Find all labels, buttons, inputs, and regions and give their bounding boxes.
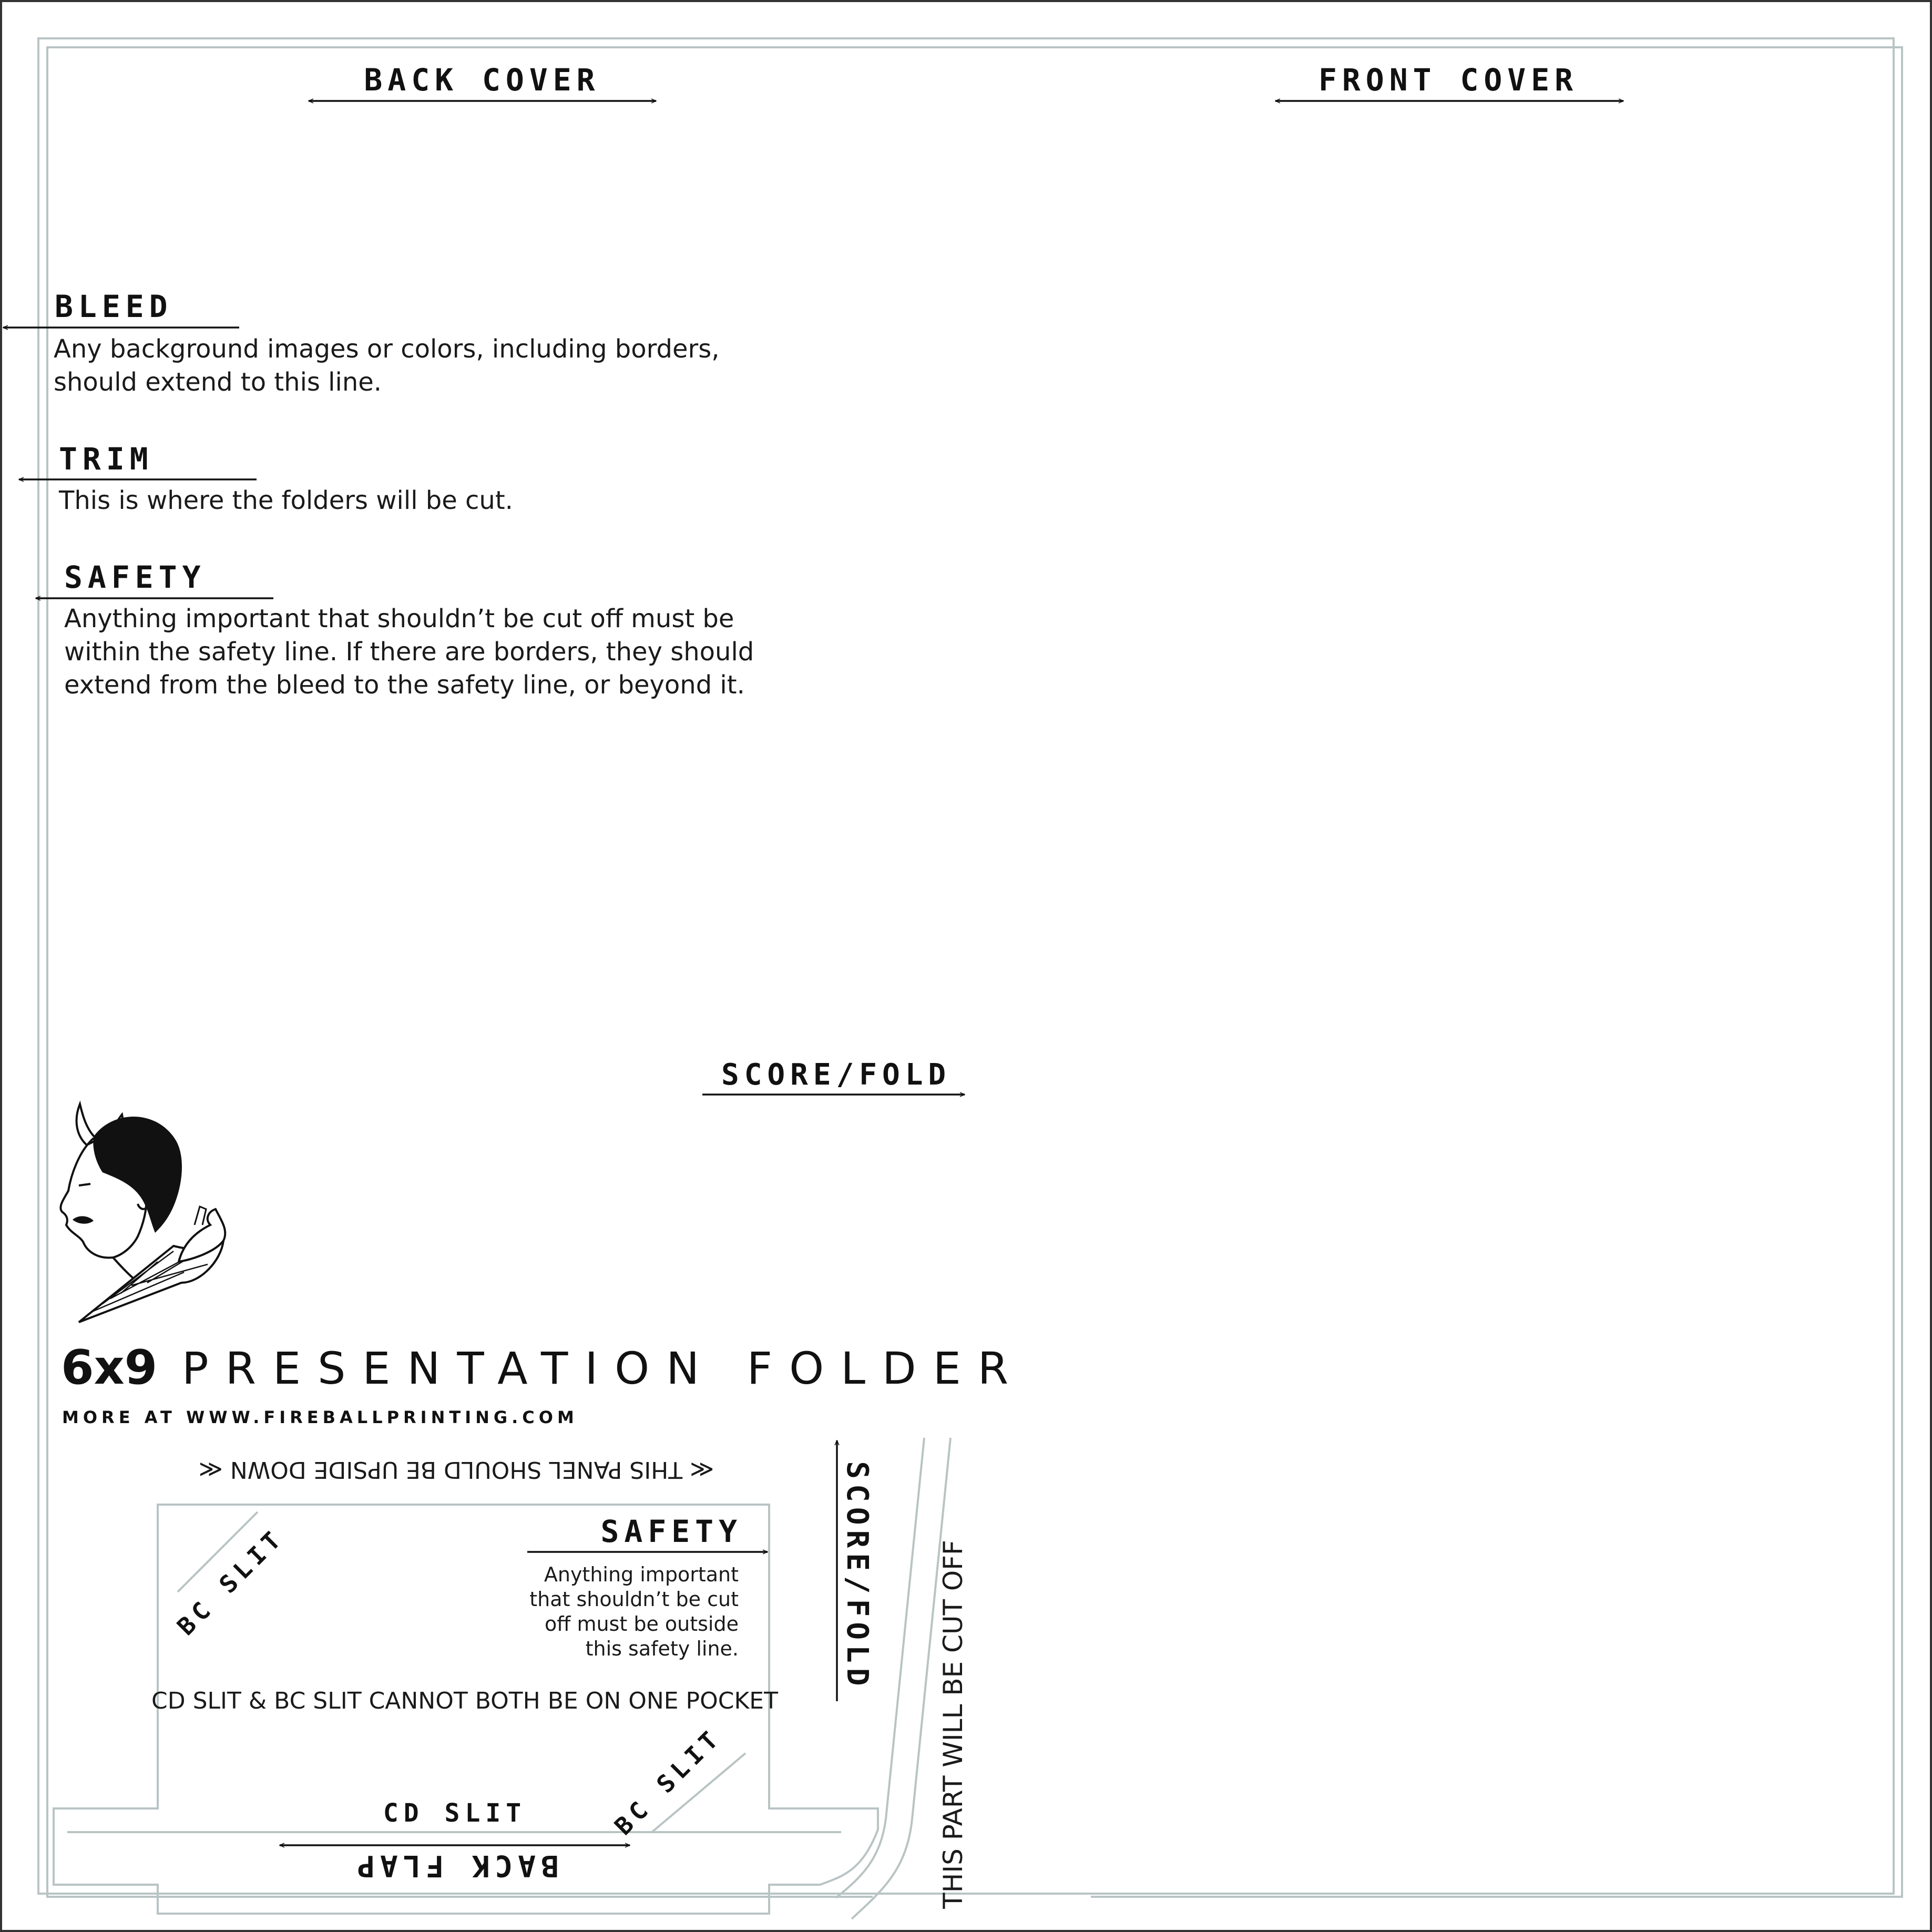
back-flap-label: BACK FLAP xyxy=(352,1848,559,1883)
devil-ice-cream-logo-icon xyxy=(60,1104,225,1322)
safety-heading: SAFETY xyxy=(64,559,206,595)
trim-text-line-1: This is where the folders will be cut. xyxy=(59,486,513,515)
folder-size: 6x9 xyxy=(61,1340,158,1395)
safety-line xyxy=(47,47,1902,1897)
bleed-text-line-1: Any background images or colors, including borders, xyxy=(54,334,720,364)
bc-slit-top-label: BC SLIT xyxy=(171,1522,290,1641)
bleed-text-line-2: should extend to this line. xyxy=(54,367,382,397)
vertical-score-fold-label: SCORE/FOLD xyxy=(840,1461,874,1691)
pocket-safety-heading: SAFETY xyxy=(600,1514,742,1549)
slit-warning: CD SLIT & BC SLIT CANNOT BOTH BE ON ONE POCKET xyxy=(151,1688,778,1714)
cd-slit-label: CD SLIT xyxy=(383,1798,527,1828)
safety-text-line-1: Anything important that shouldn’t be cut off must be xyxy=(64,604,734,633)
cut-off-notice: THIS PART WILL BE CUT OFF xyxy=(938,1540,968,1909)
back-cover-label: BACK COVER xyxy=(364,62,600,98)
pocket-safety-line-1: Anything important xyxy=(544,1563,739,1586)
score-fold-label: SCORE/FOLD xyxy=(721,1058,952,1092)
pocket-safety-line-4: this safety line. xyxy=(585,1637,739,1660)
bleed-heading: BLEED xyxy=(55,289,173,324)
front-cover-label: FRONT COVER xyxy=(1318,62,1579,98)
pocket-safety-line-3: off must be outside xyxy=(544,1612,739,1635)
safety-text-line-3: extend from the bleed to the safety line, or beyond it. xyxy=(64,670,745,700)
safety-text-line-2: within the safety line. If there are borders, they should xyxy=(64,637,754,667)
website-link[interactable]: MORE AT WWW.FIREBALLPRINTING.COM xyxy=(62,1407,578,1427)
folder-title: PRESENTATION FOLDER xyxy=(182,1343,1026,1394)
bc-slit-bottom-label: BC SLIT xyxy=(609,1722,728,1841)
upside-down-notice: ≪ THIS PANEL SHOULD BE UPSIDE DOWN ≪ xyxy=(198,1456,714,1483)
trim-heading: TRIM xyxy=(59,441,154,477)
pocket-safety-line-2: that shouldn’t be cut xyxy=(529,1588,739,1611)
